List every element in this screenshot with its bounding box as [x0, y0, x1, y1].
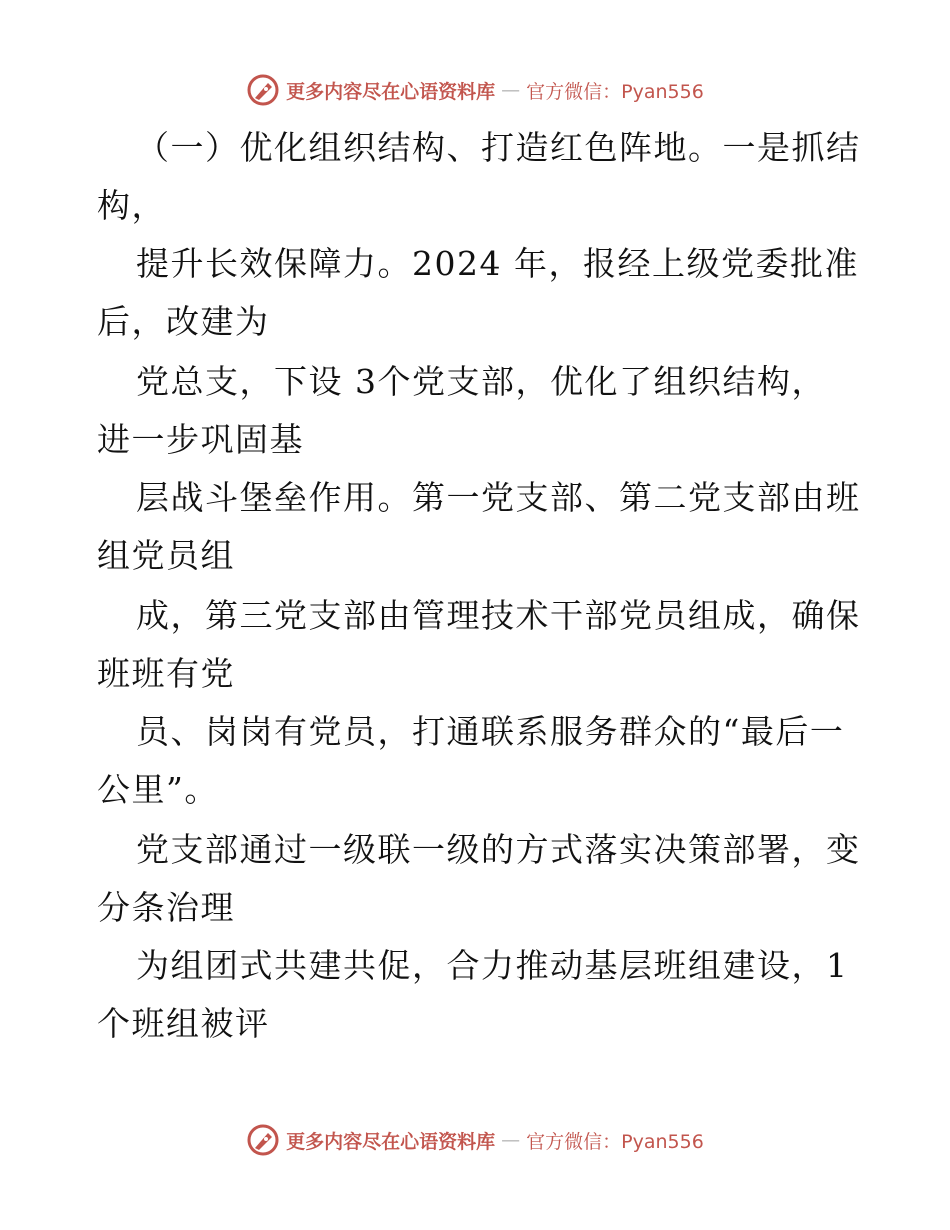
text-line: 提升长效保障力。2024 年，报经上级党委批准 — [136, 244, 859, 283]
text-line: 班班有党 — [97, 654, 235, 693]
text-line: 个班组被评 — [97, 1004, 270, 1043]
text-line: 成，第三党支部由管理技术干部党员组成，确保 — [136, 596, 861, 635]
text-line: 员、岗岗有党员，打通联系服务群众的“最后一 — [136, 712, 845, 751]
pen-nib-logo-icon — [246, 73, 280, 107]
watermark-separator: — — [501, 79, 521, 101]
footer-watermark — [0, 1120, 950, 1160]
text-line: 党支部通过一级联一级的方式落实决策部署，变 — [136, 830, 861, 869]
watermark-brand: 更多内容尽在心语资料库 — [286, 1130, 496, 1153]
text-line: 为组团式共建共促，合力推动基层班组建设，1 — [136, 946, 849, 985]
text-line: 党总支，下设 3个党支部，优化了组织结构， — [136, 362, 826, 401]
text-line: 进一步巩固基 — [97, 420, 304, 459]
text-line: 公里”。 — [97, 770, 219, 809]
watermark-contact: 官方微信：Pyan556 — [526, 80, 704, 103]
text-line: （一）优化组织结构、打造红色阵地。一是抓结 — [136, 128, 861, 167]
watermark-separator: — — [501, 1129, 521, 1151]
text-line: 组党员组 — [97, 536, 235, 575]
watermark-contact: 官方微信：Pyan556 — [526, 1130, 704, 1153]
text-line: 后，改建为 — [97, 302, 270, 341]
text-line: 构， — [97, 186, 166, 225]
header-watermark — [0, 70, 950, 110]
pen-nib-logo-icon — [246, 1123, 280, 1157]
text-line: 层战斗堡垒作用。第一党支部、第二党支部由班 — [136, 478, 861, 517]
watermark-brand: 更多内容尽在心语资料库 — [286, 80, 496, 103]
text-line: 分条治理 — [97, 888, 235, 927]
